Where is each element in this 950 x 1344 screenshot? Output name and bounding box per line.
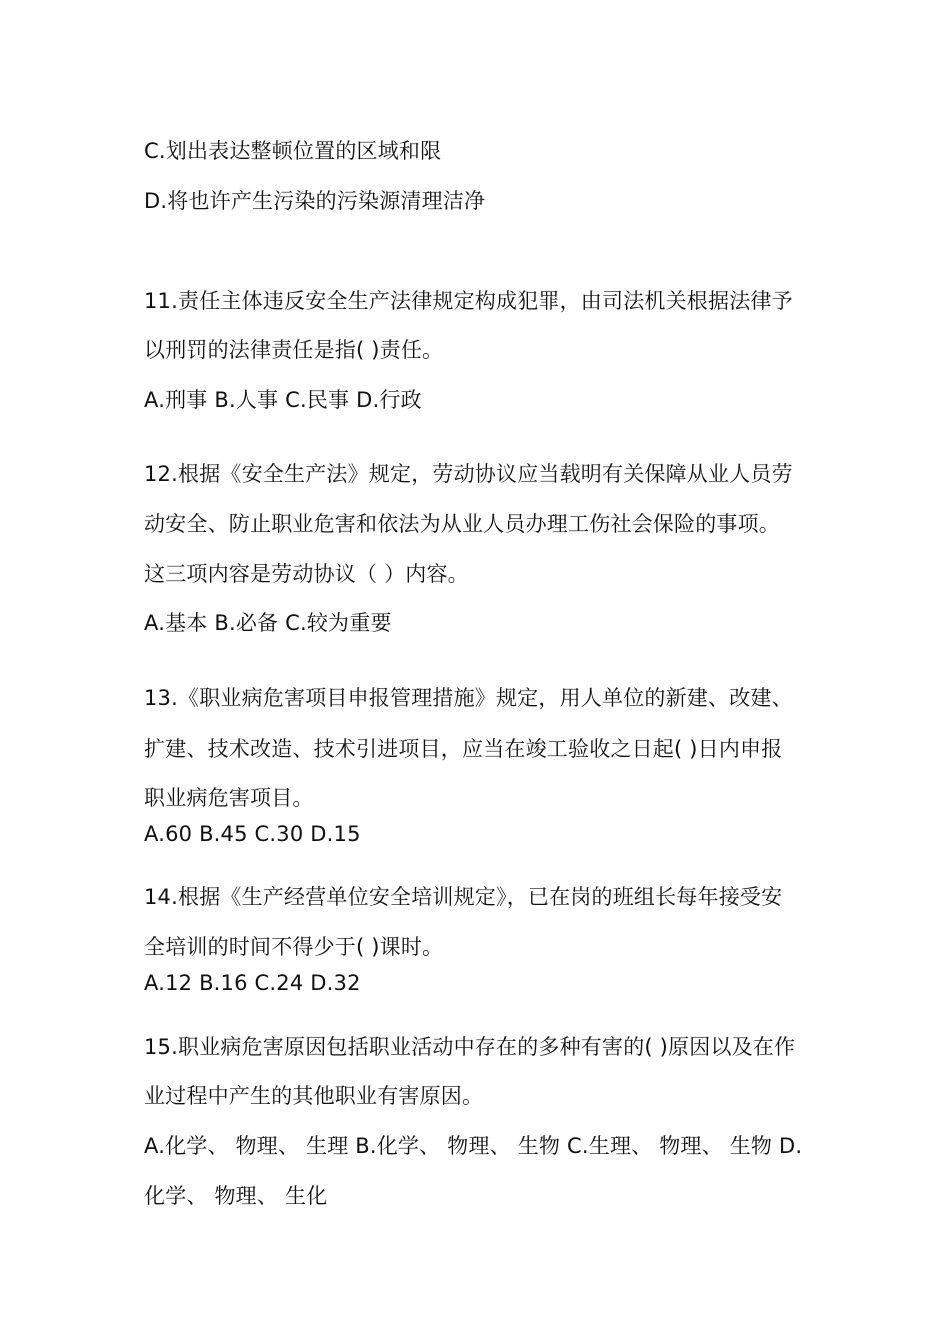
question-15-options-line-2: 化学、 物理、 生化: [144, 1184, 328, 1208]
question-15-options-line-1: A.化学、 物理、 生理 B.化学、 物理、 生物 C.生理、 物理、 生物 D.: [144, 1134, 803, 1158]
option-d-prev: D.将也许产生污染的污染源清理洁净: [144, 189, 486, 213]
question-14-options: A.12 B.16 C.24 D.32: [144, 971, 361, 995]
question-15-line-1: 15.职业病危害原因包括职业活动中存在的多种有害的( )原因以及在作: [144, 1035, 796, 1059]
question-13-line-2: 扩建、技术改造、技术引进项目，应当在竣工验收之日起( )日内申报: [144, 737, 783, 761]
question-13-line-1: 13.《职业病危害项目申报管理措施》规定，用人单位的新建、改建、: [144, 686, 793, 710]
option-c-prev: C.划出表达整顿位置的区域和限: [144, 139, 442, 163]
question-12-line-1: 12.根据《安全生产法》规定，劳动协议应当载明有关保障从业人员劳: [144, 462, 793, 486]
question-11-options: A.刑事 B.人事 C.民事 D.行政: [144, 388, 422, 412]
question-13-options: A.60 B.45 C.30 D.15: [144, 822, 361, 846]
question-15-line-2: 业过程中产生的其他职业有害原因。: [144, 1084, 484, 1108]
question-12-options: A.基本 B.必备 C.较为重要: [144, 611, 392, 635]
question-14-line-2: 全培训的时间不得少于( )课时。: [144, 935, 444, 959]
question-12-line-3: 这三项内容是劳动协议（ ）内容。: [144, 562, 469, 586]
question-13-line-3: 职业病危害项目。: [144, 786, 314, 810]
question-11-line-2: 以刑罚的法律责任是指( )责任。: [144, 338, 444, 362]
question-14-line-1: 14.根据《生产经营单位安全培训规定》，已在岗的班组长每年接受安: [144, 885, 783, 909]
question-11-line-1: 11.责任主体违反安全生产法律规定构成犯罪，由司法机关根据法律予: [144, 289, 793, 313]
question-12-line-2: 动安全、防止职业危害和依法为从业人员办理工伤社会保险的事项。: [144, 512, 780, 536]
